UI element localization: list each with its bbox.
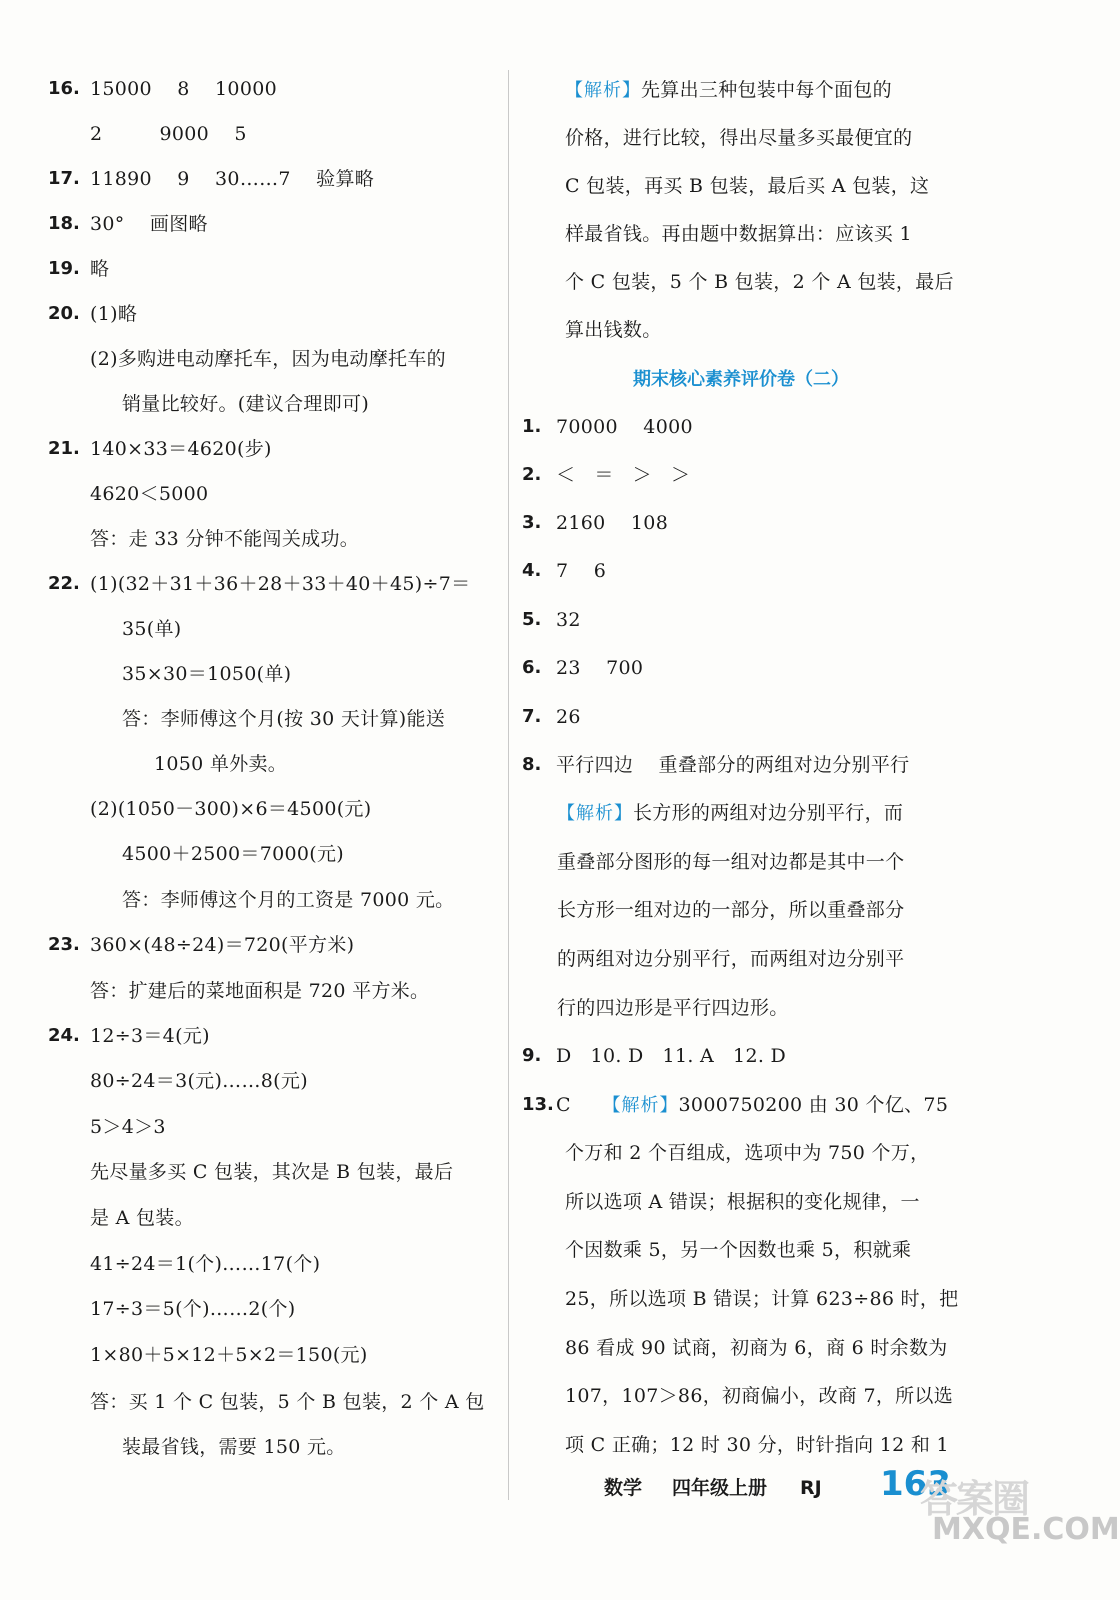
answer-line bbox=[122, 1435, 346, 1459]
answer-line bbox=[556, 753, 909, 777]
answer-line bbox=[90, 1024, 210, 1048]
answer-line bbox=[154, 752, 287, 776]
answer-line bbox=[565, 1433, 949, 1457]
answer-line bbox=[90, 437, 272, 461]
answer-text: 平行四边 重叠部分的两组对边分别平行 bbox=[556, 754, 910, 776]
question-number: 24. bbox=[48, 1025, 80, 1046]
answer-text: 装最省钱，需要 150 元。 bbox=[122, 1436, 346, 1458]
answer-text: 长方形的两组对边分别平行，而 bbox=[633, 802, 904, 824]
answer-text: 样最省钱。再由题中数据算出：应该买 1 bbox=[565, 223, 912, 245]
answer-line bbox=[90, 257, 109, 281]
answer-text: 销量比较好。(建议合理即可) bbox=[122, 393, 370, 415]
answer-line bbox=[122, 888, 454, 912]
answer-text: 30° 画图略 bbox=[90, 213, 208, 235]
answer-text: ＜ ＝ ＞ ＞ bbox=[556, 464, 691, 486]
answer-text: 所以选项 A 错误；根据积的变化规律，一 bbox=[565, 1191, 920, 1213]
question-number: 18. bbox=[48, 213, 80, 234]
analysis-tag: 【解析】 bbox=[602, 1095, 679, 1116]
answer-line bbox=[90, 302, 137, 326]
question-number: 22. bbox=[48, 573, 80, 594]
answer-text: 答：走 33 分钟不能闯关成功。 bbox=[90, 528, 360, 550]
answer-line bbox=[556, 608, 581, 632]
answer-line bbox=[565, 126, 912, 150]
question-number: 23. bbox=[48, 934, 80, 955]
column-divider bbox=[508, 70, 509, 1500]
answer-text: 26 bbox=[556, 706, 581, 728]
answer-text: 2160 108 bbox=[556, 512, 669, 534]
answer-text: 11890 9 30……7 验算略 bbox=[90, 168, 375, 190]
answer-text: 107，107＞86，初商偏小，改商 7，所以选 bbox=[565, 1385, 954, 1407]
answer-text: 先算出三种包装中每个面包的 bbox=[641, 79, 892, 101]
answer-line bbox=[565, 78, 892, 103]
answer-line bbox=[90, 212, 208, 236]
answer-line bbox=[557, 850, 904, 874]
analysis-tag: 【解析】 bbox=[565, 80, 641, 101]
question-number: 7. bbox=[522, 706, 542, 727]
answer-line bbox=[565, 222, 912, 246]
page-number: 163 bbox=[880, 1464, 951, 1504]
answer-text: 4620＜5000 bbox=[90, 483, 209, 505]
answer-line bbox=[565, 1287, 958, 1311]
answer-text: 140×33＝4620(步) bbox=[90, 438, 272, 460]
answer-line bbox=[122, 617, 182, 641]
answer-text: 算出钱数。 bbox=[565, 319, 662, 341]
question-number: 1. bbox=[522, 416, 542, 437]
answer-line bbox=[90, 77, 277, 101]
answer-line bbox=[565, 1141, 929, 1165]
answer-text: 80÷24＝3(元)……8(元) bbox=[90, 1070, 308, 1092]
answer-line bbox=[90, 1297, 296, 1321]
answer-text: 2 9000 5 bbox=[90, 123, 247, 145]
answer-line bbox=[122, 842, 344, 866]
answer-line bbox=[556, 559, 606, 583]
answer-line bbox=[90, 1206, 194, 1230]
answer-text: 86 看成 90 试商，初商为 6，商 6 时余数为 bbox=[565, 1337, 948, 1359]
answer-line bbox=[90, 1115, 166, 1139]
answer-line bbox=[90, 1069, 308, 1093]
answer-text: 32 bbox=[556, 609, 581, 631]
answer-text: 个 C 包装，5 个 B 包装，2 个 A 包装，最后 bbox=[565, 271, 954, 293]
answer-text: 个万和 2 个百组成，选项中为 750 个万， bbox=[565, 1142, 930, 1164]
answer-text: C bbox=[556, 1094, 603, 1116]
answer-line bbox=[90, 979, 429, 1003]
answer-text: 答：扩建后的菜地面积是 720 平方米。 bbox=[90, 980, 430, 1002]
answer-text: 答：李师傅这个月的工资是 7000 元。 bbox=[122, 889, 455, 911]
answer-text: 重叠部分图形的每一组对边都是其中一个 bbox=[557, 851, 905, 873]
answer-line bbox=[556, 511, 668, 535]
answer-text: (2)多购进电动摩托车，因为电动摩托车的 bbox=[90, 348, 446, 370]
footer-subject: 数学 bbox=[604, 1477, 643, 1499]
question-number: 2. bbox=[522, 464, 542, 485]
answer-line bbox=[90, 1390, 485, 1414]
answer-line bbox=[565, 1238, 911, 1262]
answer-line bbox=[556, 1044, 786, 1068]
footer-edition: RJ bbox=[800, 1477, 822, 1499]
answer-line bbox=[565, 270, 954, 294]
answer-text: 23 700 bbox=[556, 657, 644, 679]
answer-text: 1050 单外卖。 bbox=[154, 753, 288, 775]
answer-line bbox=[90, 572, 470, 596]
answer-line bbox=[557, 996, 789, 1020]
answer-line bbox=[556, 656, 643, 680]
answer-text: 25，所以选项 B 错误；计算 623÷86 时，把 bbox=[565, 1288, 959, 1310]
question-number: 21. bbox=[48, 438, 80, 459]
answer-text: 答：买 1 个 C 包装，5 个 B 包装，2 个 A 包 bbox=[90, 1391, 485, 1413]
answer-line bbox=[90, 933, 354, 957]
answer-text: 1×80＋5×12＋5×2＝150(元) bbox=[90, 1344, 368, 1366]
answer-text: (1)略 bbox=[90, 303, 138, 325]
answer-line bbox=[557, 801, 903, 826]
analysis-tag: 【解析】 bbox=[557, 803, 633, 824]
answer-text: 17÷3＝5(个)……2(个) bbox=[90, 1298, 296, 1320]
answer-text: 5＞4＞3 bbox=[90, 1116, 166, 1138]
answer-line bbox=[556, 1093, 948, 1118]
answer-line bbox=[565, 318, 662, 342]
answer-text: 长方形一组对边的一部分，所以重叠部分 bbox=[557, 899, 905, 921]
section-title: 期末核心素养评价卷（二） bbox=[633, 369, 849, 390]
answer-line bbox=[565, 1384, 953, 1408]
question-number: 9. bbox=[522, 1045, 542, 1066]
answer-line bbox=[122, 707, 445, 731]
answer-text: 41÷24＝1(个)……17(个) bbox=[90, 1253, 321, 1275]
answer-line bbox=[90, 1252, 320, 1276]
answer-text: C 包装，再买 B 包装，最后买 A 包装，这 bbox=[565, 175, 930, 197]
answer-line bbox=[90, 1160, 453, 1184]
answer-line bbox=[565, 1190, 920, 1214]
answer-text: 4500＋2500＝7000(元) bbox=[122, 843, 344, 865]
answer-text: 35(单) bbox=[122, 618, 182, 640]
question-number: 8. bbox=[522, 754, 542, 775]
answer-line bbox=[90, 527, 359, 551]
answer-line bbox=[565, 174, 929, 198]
answer-line bbox=[122, 392, 369, 416]
answer-text: (1)(32＋31＋36＋28＋33＋40＋45)÷7＝ bbox=[90, 573, 471, 595]
answer-line bbox=[90, 797, 371, 821]
footer-grade: 四年级上册 bbox=[672, 1477, 768, 1499]
question-number: 16. bbox=[48, 78, 80, 99]
answer-text: D 10. D 11. A 12. D bbox=[556, 1045, 787, 1067]
watermark-brand: 答案圈 bbox=[920, 1477, 1029, 1521]
answer-text: 略 bbox=[90, 258, 110, 280]
answer-text: 360×(48÷24)＝720(平方米) bbox=[90, 934, 355, 956]
answer-line bbox=[556, 705, 581, 729]
answer-line bbox=[90, 167, 374, 191]
answer-line bbox=[90, 347, 446, 371]
answer-line bbox=[122, 662, 291, 686]
answer-text: 70000 4000 bbox=[556, 416, 693, 438]
answer-line bbox=[90, 482, 208, 506]
question-number: 4. bbox=[522, 560, 542, 581]
answer-text: 先尽量多买 C 包装，其次是 B 包装，最后 bbox=[90, 1161, 454, 1183]
answer-line bbox=[556, 415, 693, 439]
question-number: 3. bbox=[522, 512, 542, 533]
answer-text: 是 A 包装。 bbox=[90, 1207, 194, 1229]
question-number: 20. bbox=[48, 303, 80, 324]
answer-text: 答：李师傅这个月(按 30 天计算)能送 bbox=[122, 708, 446, 730]
answer-line bbox=[556, 463, 690, 487]
answer-text: 行的四边形是平行四边形。 bbox=[557, 997, 789, 1019]
question-number: 19. bbox=[48, 258, 80, 279]
question-number: 6. bbox=[522, 657, 542, 678]
answer-text: 3000750200 由 30 个亿、75 bbox=[678, 1094, 949, 1116]
answer-line bbox=[557, 898, 904, 922]
question-number: 13. bbox=[522, 1094, 554, 1115]
watermark-site: MXQE.COM bbox=[932, 1512, 1120, 1547]
answer-text: 项 C 正确；12 时 30 分，时针指向 12 和 1 bbox=[565, 1434, 949, 1456]
answer-text: 个因数乘 5，另一个因数也乘 5，积就乘 bbox=[565, 1239, 912, 1261]
question-number: 17. bbox=[48, 168, 80, 189]
answer-text: 价格，进行比较，得出尽量多买最便宜的 bbox=[565, 127, 913, 149]
question-number: 5. bbox=[522, 609, 542, 630]
answer-text: 15000 8 10000 bbox=[90, 78, 277, 100]
answer-text: 7 6 bbox=[556, 560, 607, 582]
answer-text: (2)(1050－300)×6＝4500(元) bbox=[90, 798, 372, 820]
answer-text: 12÷3＝4(元) bbox=[90, 1025, 210, 1047]
answer-text: 的两组对边分别平行，而两组对边分别平 bbox=[557, 948, 905, 970]
answer-line bbox=[90, 1343, 368, 1367]
answer-text: 35×30＝1050(单) bbox=[122, 663, 292, 685]
answer-line bbox=[90, 122, 247, 146]
answer-line bbox=[557, 947, 904, 971]
answer-line bbox=[565, 1336, 948, 1360]
